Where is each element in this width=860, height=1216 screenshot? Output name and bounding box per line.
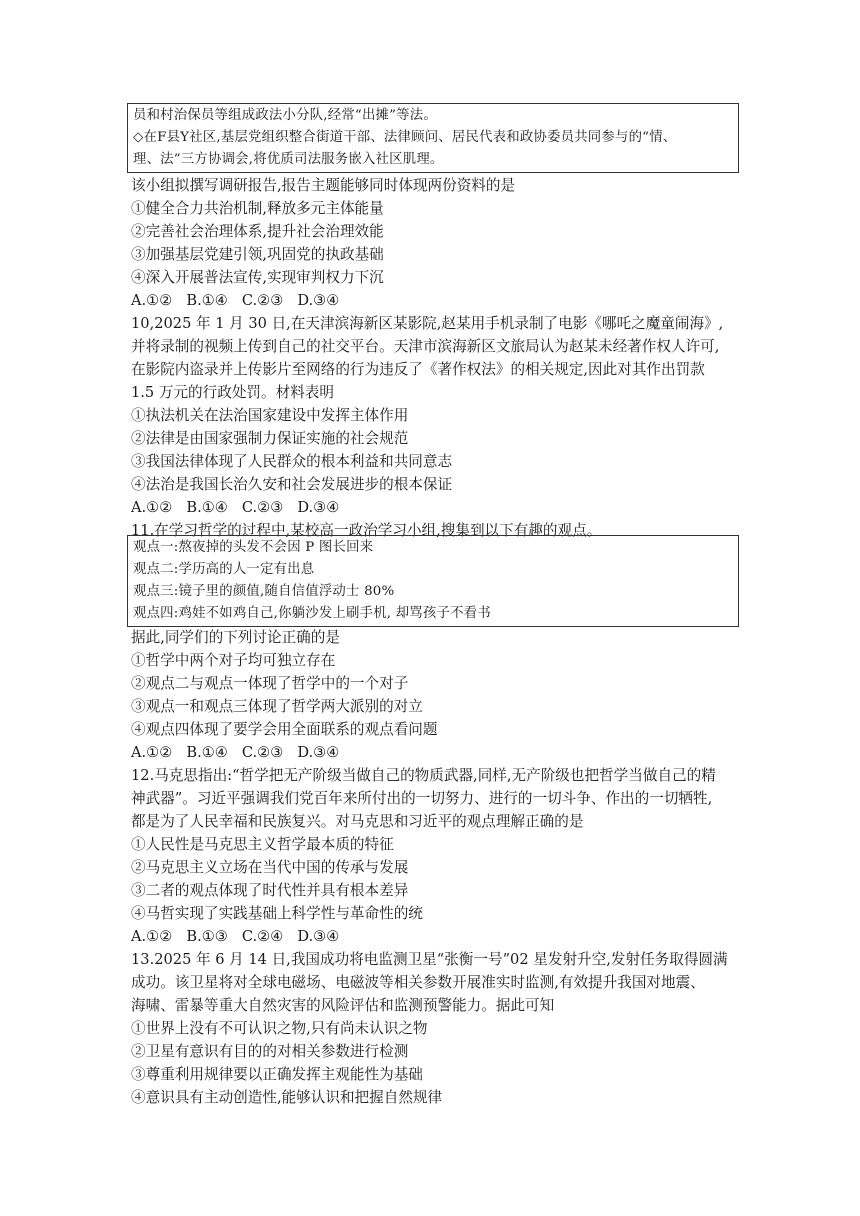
q9-stem: 该小组拟撰写调研报告,报告主题能够同时体现两份资料的是 — [131, 177, 516, 194]
q11-item-4: ④观点四体现了要学会用全面联系的观点看问题 — [131, 721, 438, 738]
q10-stem-4: 1.5 万元的行政处罚。材料表明 — [131, 384, 334, 401]
q13-item-3: ③尊重利用规律要以正确发挥主观能性为基础 — [131, 1066, 423, 1083]
q12-item-1: ①人民性是马克思主义哲学最本质的特征 — [131, 836, 394, 853]
q10-stem-1: 10,2025 年 1 月 30 日,在天津滨海新区某影院,赵某用手机录制了电影《哪吒之魔童闹海》, — [131, 315, 724, 332]
q11-options — [131, 742, 353, 764]
q10-item-4: ④法治是我国长治久安和社会发展进步的根本保证 — [131, 476, 453, 493]
q9-option-d: D.③④ — [297, 292, 340, 309]
q13-item-1: ①世界上没有不可认识之物,只有尚未认识之物 — [131, 1020, 428, 1037]
q13-stem-1: 13.2025 年 6 月 14 日,我国成功将电监测卫星“张衡一号”02 星发射升空,发射任务取得圆满 — [131, 951, 728, 968]
q12-option-a: A.①② — [131, 928, 173, 945]
q9-item-1: ①健全合力共治机制,释放多元主体能量 — [131, 200, 384, 217]
q9-option-b: B.①④ — [186, 292, 228, 309]
q12-option-b: B.①③ — [186, 928, 228, 945]
q11-option-d: D.③④ — [297, 744, 340, 761]
q9-options — [131, 290, 353, 312]
q13-item-2: ②卫星有意识有目的的对相关参数进行检测 — [131, 1043, 409, 1060]
box1-line-3: 理、法”三方协调会,将优质司法服务嵌入社区肌理。 — [133, 152, 444, 167]
q10-option-d: D.③④ — [297, 499, 340, 516]
q10-item-1: ①执法机关在法治国家建设中发挥主体作用 — [131, 407, 409, 424]
q12-option-c: C.②④ — [241, 928, 284, 945]
q9-item-3: ③加强基层党建引领,巩固党的执政基础 — [131, 246, 384, 263]
q9-item-2: ②完善社会治理体系,提升社会治理效能 — [131, 223, 384, 240]
q11-stem: 11.在学习哲学的过程中,某校高一政治学习小组,搜集到以下有趣的观点。 — [131, 522, 602, 539]
q11-item-2: ②观点二与观点一体现了哲学中的一个对子 — [131, 675, 409, 692]
q10-item-2: ②法律是由国家强制力保证实施的社会规范 — [131, 430, 409, 447]
q11-option-b: B.①④ — [186, 744, 228, 761]
q9-option-a: A.①② — [131, 292, 173, 309]
q12-stem-1: 12.马克思指出:“哲学把无产阶级当做自己的物质武器,同样,无产阶级也把哲学当做自己的精 — [131, 767, 716, 784]
q13-stem-2: 成功。该卫星将对全球电磁场、电磁波等相关参数开展准实时监测,有效提升我国对地震、 — [131, 974, 705, 991]
viewpoint-2: 观点二:学历高的人一定有出息 — [133, 562, 315, 577]
q9-item-4: ④深入开展普法宣传,实现审判权力下沉 — [131, 269, 384, 286]
q11-stem-2: 据此,同学们的下列讨论正确的是 — [131, 629, 340, 646]
q12-option-d: D.③④ — [297, 928, 340, 945]
q10-stem-2: 并将录制的视频上传到自己的社交平台。天津市滨海新区文旅局认为赵某未经著作权人许可, — [131, 338, 720, 355]
q10-option-c: C.②③ — [241, 499, 284, 516]
q12-options — [131, 926, 353, 948]
q11-item-3: ③观点一和观点三体现了哲学两大派别的对立 — [131, 698, 423, 715]
q11-option-a: A.①② — [131, 744, 173, 761]
viewpoint-1: 观点一:熬夜掉的头发不会因 P 图长回来 — [133, 540, 374, 555]
q12-stem-3: 都是为了人民幸福和民族复兴。对马克思和习近平的观点理解正确的是 — [131, 813, 584, 830]
q10-options — [131, 497, 353, 519]
q11-item-1: ①哲学中两个对子均可独立存在 — [131, 652, 336, 669]
q13-stem-3: 海啸、雷暴等重大自然灾害的风险评估和监测预警能力。据此可知 — [131, 997, 555, 1014]
q9-option-c: C.②③ — [241, 292, 284, 309]
q10-stem-3: 在影院内盗录并上传影片至网络的行为违反了《著作权法》的相关规定,因此对其作出罚款 — [131, 361, 705, 378]
q10-item-3: ③我国法律体现了人民群众的根本利益和共同意志 — [131, 453, 453, 470]
q10-option-a: A.①② — [131, 499, 173, 516]
q13-item-4: ④意识具有主动创造性,能够认识和把握自然规律 — [131, 1089, 443, 1106]
q12-item-2: ②马克思主义立场在当代中国的传承与发展 — [131, 859, 409, 876]
viewpoint-3: 观点三:镜子里的颜值,随自信值浮动士 80% — [133, 584, 395, 599]
box1-line-2: ◇在F县Y社区,基层党组织整合街道干部、法律顾问、居民代表和政协委员共同参与的“情、 — [133, 130, 677, 145]
q12-item-4: ④马哲实现了实践基础上科学性与革命性的统 — [131, 905, 423, 922]
box1-line-1: 员和村治保员等组成政法小分队,经常“出摊”等法。 — [133, 108, 437, 123]
q12-item-3: ③二者的观点体现了时代性并具有根本差异 — [131, 882, 409, 899]
viewpoint-4: 观点四:鸡娃不如鸡自己,你躺沙发上刷手机, 却骂孩子不看书 — [133, 606, 491, 621]
q10-option-b: B.①④ — [186, 499, 228, 516]
q12-stem-2: 神武器”。习近平强调我们党百年来所付出的一切努力、进行的一切斗争、作出的一切牺牲, — [131, 790, 713, 807]
q11-option-c: C.②③ — [241, 744, 284, 761]
